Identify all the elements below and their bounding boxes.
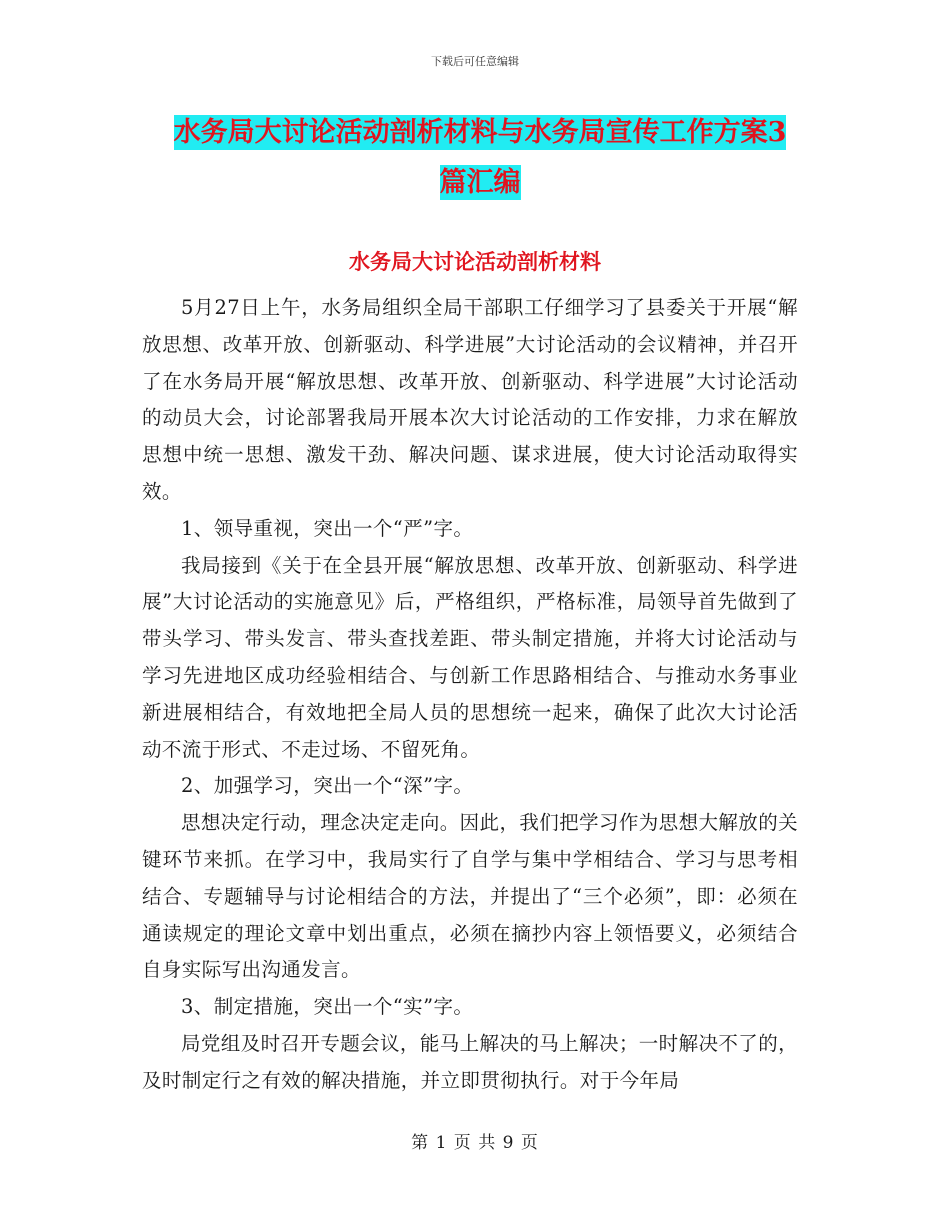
document-title	[140, 108, 820, 208]
paragraph: 局党组及时召开专题会议，能马上解决的马上解决；一时解决不了的，及时制定行之有效的解决措施，并立即贯彻执行。对于今年局	[142, 1031, 798, 1092]
paragraph: 1、领导重视，突出一个“严”字。	[181, 516, 474, 540]
document-title-line-2: 篇汇编	[439, 167, 521, 198]
section-title: 水务局大讨论活动剖析材料	[349, 249, 601, 274]
page-footer: 第 1 页 共 9 页	[411, 1133, 539, 1153]
paragraph: 我局接到《关于在全县开展“解放思想、改革开放、创新驱动、科学进展”大讨论活动的实施意见》后，严格组织，严格标准，局领导首先做到了带头学习、带头发言、带头查找差距、带头制定措施，并将大讨论活动与学习先进地区成功经验相结合、与创新工作思路相结合、与推动水务事业新进展相结合，有效地把全局人员的思想统一起来，确保了此次大讨论活动不流于形式、不走过场、不留死角。	[142, 553, 798, 761]
paragraph: 3、制定措施，突出一个“实”字。	[181, 995, 474, 1019]
paragraph: 5月27日上午，水务局组织全局干部职工仔细学习了县委关于开展“解放思想、改革开放、创新驱动、科学进展”大讨论活动的会议精神，并召开了在水务局开展“解放思想、改革开放、创新驱动、科学进展”大讨论活动的动员大会，讨论部署我局开展本次大讨论活动的工作安排，力求在解放思想中统一思想、激发干劲、解决问题、谋求进展，使大讨论活动取得实效。	[142, 296, 798, 503]
paragraph: 思想决定行动，理念决定走向。因此，我们把学习作为思想大解放的关键环节来抓。在学习中，我局实行了自学与集中学相结合、学习与思考相结合、专题辅导与讨论相结合的方法，并提出了“三个必须”，即：必须在通读规定的理论文章中划出重点，必须在摘抄内容上领悟要义，必须结合自身实际写出沟通发言。	[142, 811, 798, 982]
document-body	[142, 290, 798, 1100]
paragraph: 2、加强学习，突出一个“深”字。	[181, 774, 474, 798]
document-title-line-1: 水务局大讨论活动剖析材料与水务局宣传工作方案3	[173, 117, 787, 148]
header-note: 下载后可任意编辑	[431, 55, 519, 68]
